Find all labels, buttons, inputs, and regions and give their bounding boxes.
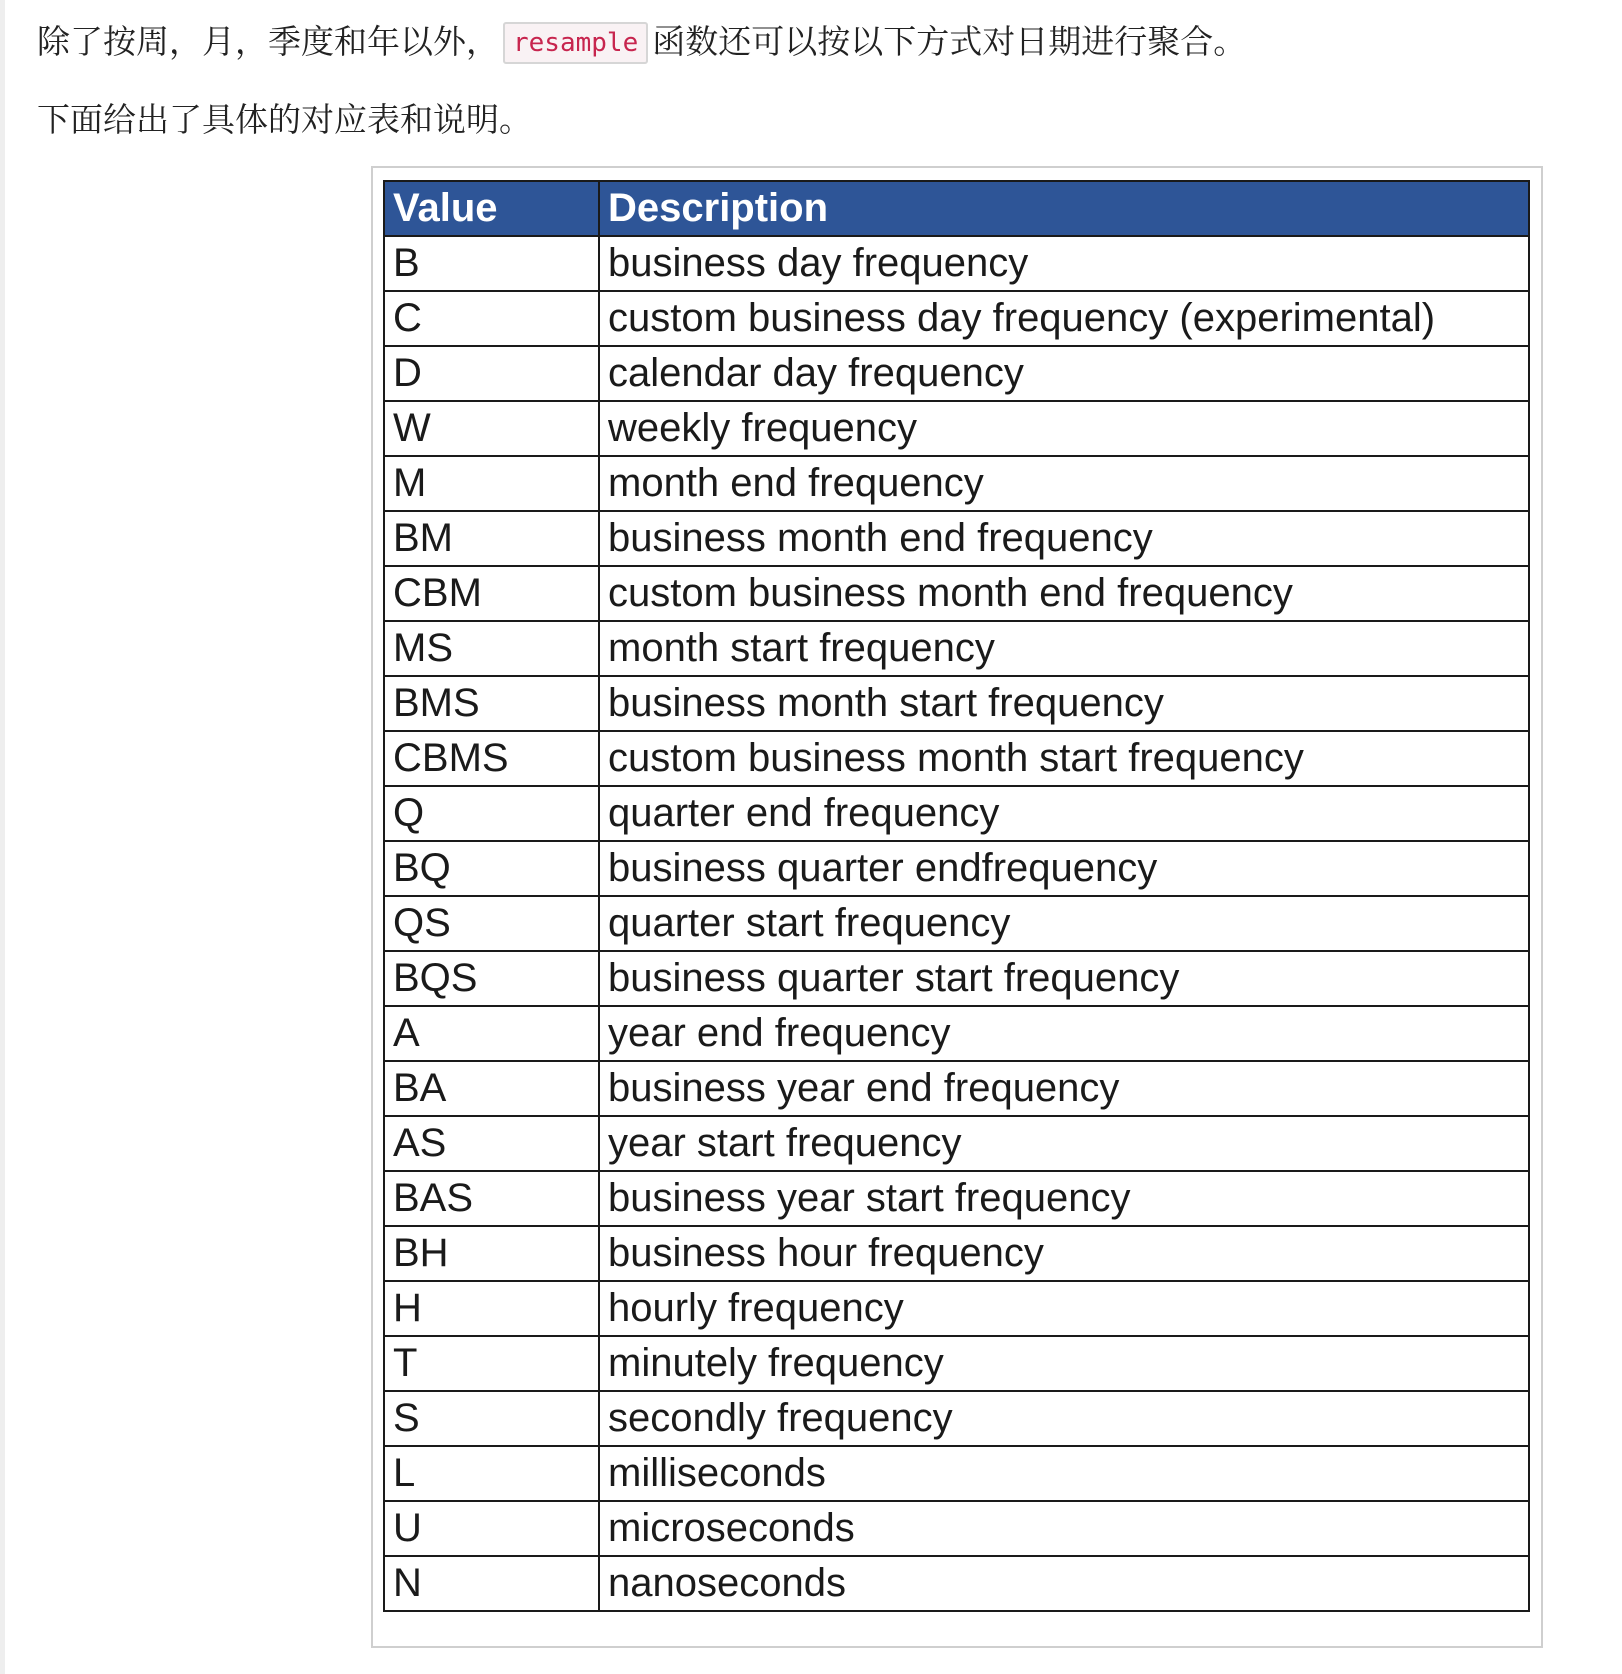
table-row [384,1006,1529,1061]
table-row [384,236,1529,291]
table-row [384,1061,1529,1116]
value-cell: BM [384,511,599,566]
table-row [384,1501,1529,1556]
left-border [0,0,5,1674]
description-cell: business quarter start frequency [599,951,1529,1006]
value-cell: BAS [384,1171,599,1226]
description-cell: business year start frequency [599,1171,1529,1226]
table-row [384,1556,1529,1611]
table-row [384,511,1529,566]
table-intro-paragraph: 下面给出了具体的对应表和说明。 [37,100,532,139]
table-row [384,841,1529,896]
table-row [384,1336,1529,1391]
table-row [384,456,1529,511]
value-cell: N [384,1556,599,1611]
table-row [384,566,1529,621]
value-cell: Q [384,786,599,841]
value-cell: T [384,1336,599,1391]
description-cell: calendar day frequency [599,346,1529,401]
value-cell: C [384,291,599,346]
value-cell: S [384,1391,599,1446]
frequency-table [383,180,1530,1612]
description-cell: business year end frequency [599,1061,1529,1116]
value-cell: A [384,1006,599,1061]
table-row [384,621,1529,676]
table-row [384,1446,1529,1501]
description-cell: microseconds [599,1501,1529,1556]
value-cell: AS [384,1116,599,1171]
table-row [384,1171,1529,1226]
inline-code-resample: resample [503,22,648,64]
value-cell: CBM [384,566,599,621]
table-row [384,896,1529,951]
table-header-row [384,181,1529,236]
description-cell: weekly frequency [599,401,1529,456]
value-cell: QS [384,896,599,951]
description-cell: year end frequency [599,1006,1529,1061]
value-cell: MS [384,621,599,676]
table-row [384,951,1529,1006]
header-description: Description [599,181,1529,236]
value-cell: BQS [384,951,599,1006]
description-cell: month end frequency [599,456,1529,511]
value-cell: H [384,1281,599,1336]
table-row [384,1116,1529,1171]
description-cell: business day frequency [599,236,1529,291]
description-cell: minutely frequency [599,1336,1529,1391]
value-cell: BMS [384,676,599,731]
value-cell: D [384,346,599,401]
table-row [384,1226,1529,1281]
value-cell: CBMS [384,731,599,786]
value-cell: BH [384,1226,599,1281]
description-cell: business month end frequency [599,511,1529,566]
intro-text-before: 除了按周，月，季度和年以外， [37,22,499,61]
table-row [384,346,1529,401]
value-cell: BQ [384,841,599,896]
description-cell: secondly frequency [599,1391,1529,1446]
value-cell: U [384,1501,599,1556]
table-row [384,401,1529,456]
description-cell: business quarter endfrequency [599,841,1529,896]
header-value: Value [384,181,599,236]
table-row [384,731,1529,786]
description-cell: quarter start frequency [599,896,1529,951]
description-cell: custom business month end frequency [599,566,1529,621]
frequency-table-image [371,166,1543,1648]
description-cell: month start frequency [599,621,1529,676]
table-row [384,1281,1529,1336]
intro-text-after: 函数还可以按以下方式对日期进行聚合。 [652,22,1247,61]
description-cell: quarter end frequency [599,786,1529,841]
value-cell: B [384,236,599,291]
value-cell: W [384,401,599,456]
description-cell: year start frequency [599,1116,1529,1171]
description-cell: milliseconds [599,1446,1529,1501]
table-row [384,786,1529,841]
description-cell: hourly frequency [599,1281,1529,1336]
value-cell: L [384,1446,599,1501]
description-cell: nanoseconds [599,1556,1529,1611]
intro-paragraph [37,20,1246,65]
value-cell: M [384,456,599,511]
table-row [384,1391,1529,1446]
value-cell: BA [384,1061,599,1116]
description-cell: business hour frequency [599,1226,1529,1281]
description-cell: custom business day frequency (experimental) [599,291,1529,346]
table-row [384,291,1529,346]
description-cell: custom business month start frequency [599,731,1529,786]
description-cell: business month start frequency [599,676,1529,731]
table-row [384,676,1529,731]
